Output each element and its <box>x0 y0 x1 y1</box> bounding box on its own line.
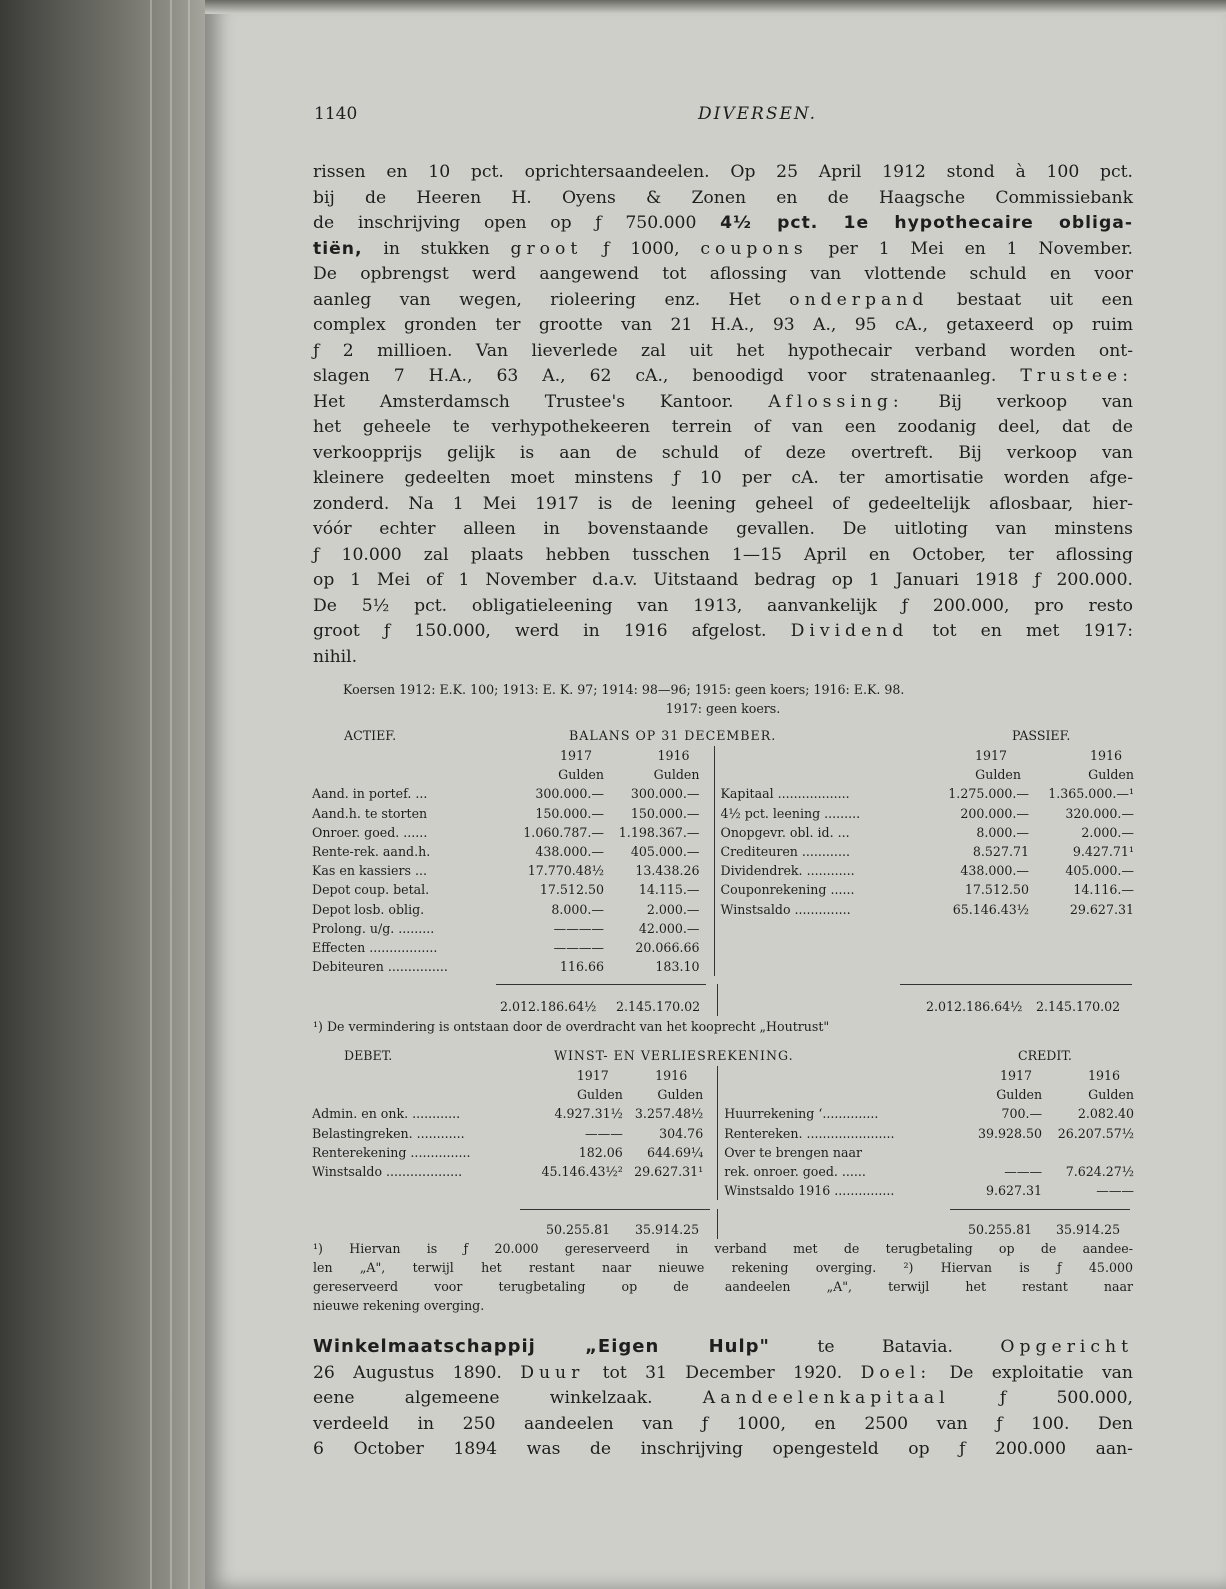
item-label: Belastingreken. ............ <box>312 1125 465 1141</box>
item-label: Over te brengen naar <box>718 1143 953 1162</box>
item-value: ——— <box>585 1125 623 1141</box>
total-value: 35.914.25 <box>1056 1222 1121 1237</box>
unit-header: Gulden <box>996 1087 1043 1103</box>
item-label <box>312 1181 541 1200</box>
text-span: ƒ 500.000, <box>949 1388 1133 1408</box>
item-value: ———— <box>553 920 604 936</box>
year-header: 1916 <box>1089 748 1122 763</box>
item-value: 405.000.— <box>1065 863 1134 879</box>
item-value <box>929 938 1029 957</box>
koersen-note <box>343 680 1143 719</box>
profit-loss-table <box>312 1066 1134 1200</box>
unit-header: Gulden <box>576 1087 623 1103</box>
item-label: Winstsaldo 1916 ............... <box>718 1181 953 1200</box>
koersen-line: Koersen 1912: E.K. 100; 1913: E. K. 97; 1914: 98—96; 1915: geen koers; 1916: E.K. 98. <box>343 682 905 697</box>
footnote-line: nieuwe rekening overging. <box>313 1298 485 1313</box>
company-entry <box>313 1334 1133 1463</box>
text-line: verdeeld in 250 aandeelen van ƒ 1000, en 2500 van ƒ 100. Den <box>313 1413 1133 1434</box>
text-line <box>313 619 1133 645</box>
item-value: 182.06 <box>578 1144 623 1160</box>
item-label: Depot losb. oblig. <box>312 901 425 917</box>
item-label: Aand. in portef. ... <box>312 786 428 802</box>
item-value: 8.000.— <box>551 901 604 917</box>
year-header: 1916 <box>655 1068 688 1083</box>
page-edge-line <box>170 0 172 1589</box>
item-value: 1.365.000.—¹ <box>1048 786 1134 802</box>
text-line: verkoopprijs gelijk is aan de schuld of deze overtreft. Bij verkoop van <box>313 442 1133 463</box>
page-edge-line <box>150 0 152 1589</box>
actief-heading: ACTIEF. <box>344 728 397 743</box>
item-label: Onroer. goed. ...... <box>312 824 428 840</box>
total-value: 2.012.186.64½ <box>926 999 1023 1014</box>
year-header: 1917 <box>974 748 1007 763</box>
text-line <box>313 390 1133 416</box>
text-line: ƒ 2 millioen. Van lieverlede zal uit het hypothecair verband worden ont- <box>313 340 1133 361</box>
item-value: 45.146.43½² <box>541 1164 623 1180</box>
text-span: eene algemeene winkelzaak. <box>313 1388 703 1408</box>
table-row <box>312 1124 1134 1143</box>
text-span: Het Amsterdamsch Trustee's Kantoor. <box>313 391 769 412</box>
item-label: Admin. en onk. ............ <box>312 1106 461 1122</box>
text-span: groot ƒ 150.000, werd in 1916 afgelost. <box>313 621 791 641</box>
text-line: De 5½ pct. obligatieleening van 1913, aanvankelijk ƒ 200.000, pro resto <box>313 595 1133 616</box>
item-label <box>714 957 929 976</box>
text-line: De opbrengst werd aangewend tot aflossing van vlottende schuld en voor <box>313 264 1133 284</box>
item-value: 42.000.— <box>638 920 700 936</box>
spaced-keyword: Aandeelenkapitaal <box>702 1388 950 1408</box>
text-span: slagen 7 H.A., 63 A., 62 cA., benoodigd voor stratenaanleg. <box>313 366 1021 386</box>
item-label: Rente-rek. aand.h. <box>312 844 431 860</box>
spaced-keyword: groot <box>510 238 583 259</box>
item-label: Kapitaal .................. <box>714 784 929 803</box>
item-label: Aand.h. te storten <box>312 805 428 821</box>
table-row <box>312 938 1134 957</box>
balance-footnote <box>313 1017 1133 1036</box>
item-value: 29.627.31¹ <box>634 1164 704 1180</box>
total-rule <box>900 984 1132 985</box>
text-line <box>313 364 1133 390</box>
item-value: 9.427.71¹ <box>1072 844 1134 860</box>
koersen-line: 1917: geen koers. <box>665 701 781 717</box>
spaced-keyword: Duur <box>520 1362 585 1383</box>
running-title: DIVERSEN. <box>698 104 818 124</box>
debet-heading: DEBET. <box>344 1048 393 1063</box>
item-value: 438.000.— <box>535 844 604 860</box>
item-value: 26.207.57½ <box>1057 1125 1134 1141</box>
table-row <box>312 1104 1134 1123</box>
text-span: ƒ 1000, <box>582 238 701 259</box>
spaced-keyword: Dividend <box>790 621 909 641</box>
balans-title: BALANS OP 31 DECEMBER. <box>569 728 777 743</box>
text-line: kleinere gedeelten moet minstens ƒ 10 per cA. ter amortisatie worden afge- <box>313 468 1133 488</box>
spaced-keyword: Doel: <box>860 1362 932 1383</box>
text-line <box>313 211 1133 237</box>
text-line <box>313 1361 1133 1387</box>
total-value: 2.145.170.02 <box>1036 999 1121 1014</box>
table-row <box>312 861 1134 880</box>
text-line: zonderd. Na 1 Mei 1917 is de leening geheel of gedeeltelijk aflosbaar, hier- <box>313 493 1133 514</box>
balance-sheet-table <box>312 746 1134 976</box>
item-label: Depot coup. betal. <box>312 882 430 898</box>
item-value: 644.69¼ <box>646 1144 704 1160</box>
year-header: 1917 <box>576 1068 609 1083</box>
page-top-edge <box>205 0 1226 14</box>
item-value: 2.000.— <box>1081 824 1134 840</box>
total-value: 2.145.170.02 <box>616 999 701 1014</box>
text-line: vóór echter alleen in bovenstaande gevallen. De uitloting van minstens <box>313 519 1133 539</box>
item-value <box>623 1181 718 1200</box>
item-value: 1.060.787.— <box>523 824 604 840</box>
text-line: bij de Heeren H. Oyens & Zonen en de Haagsche Commissiebank <box>313 187 1133 208</box>
table-row <box>312 1143 1134 1162</box>
item-value: 2.082.40 <box>1077 1106 1134 1122</box>
text-line: 6 October 1894 was de inschrijving opengesteld op ƒ 200.000 aan- <box>313 1439 1133 1459</box>
item-label: 4½ pct. leening ......... <box>714 804 929 823</box>
column-separator <box>717 1209 718 1239</box>
total-value: 50.255.81 <box>546 1222 611 1237</box>
item-value <box>1029 919 1134 938</box>
table-row <box>312 1181 1134 1200</box>
total-rule <box>520 1209 710 1210</box>
text-span: in stukken <box>362 238 511 259</box>
footnote-line: gereserveerd voor terugbetaling op de aandeelen „A", terwijl het restant naar <box>313 1279 1133 1294</box>
unit-header: Gulden <box>657 1087 704 1103</box>
item-label: Renterekening ............... <box>312 1144 471 1160</box>
credit-heading: CREDIT. <box>1018 1048 1072 1063</box>
spaced-keyword: coupons <box>700 238 808 259</box>
item-label: Rentereken. ...................... <box>718 1124 953 1143</box>
item-value: 1.275.000.— <box>948 786 1029 802</box>
table-row <box>312 900 1134 919</box>
item-label: Couponrekening ...... <box>714 880 929 899</box>
spaced-keyword: onderpand <box>789 289 929 310</box>
intro-text <box>313 160 1133 670</box>
item-value: 14.116.— <box>1073 882 1134 898</box>
table-row <box>312 919 1134 938</box>
table-row <box>312 784 1134 803</box>
item-value: 1.198.367.— <box>618 824 700 840</box>
text-line <box>313 1334 1133 1361</box>
text-span: per 1 Mei en 1 November. <box>807 238 1133 259</box>
item-value: ——— <box>1004 1164 1043 1180</box>
item-label: Kas en kassiers ... <box>312 863 427 879</box>
unit-header: Gulden <box>1088 1087 1134 1103</box>
spaced-keyword: Opgericht <box>1000 1337 1134 1357</box>
item-value: 8.000.— <box>976 824 1029 840</box>
item-label: Onopgevr. obl. id. ... <box>714 823 929 842</box>
total-rule <box>496 984 706 985</box>
text-line: het geheele te verhypothekeeren terrein of van een zoodanig deel, dat de <box>313 417 1133 437</box>
text-span: aanleg van wegen, rioleering enz. Het <box>313 289 790 310</box>
text-line <box>313 237 1133 263</box>
text-span: tot 31 December 1920. <box>584 1362 861 1383</box>
item-value: 300.000.— <box>535 786 604 802</box>
page-number: 1140 <box>314 104 358 124</box>
item-value: 304.76 <box>659 1125 704 1141</box>
item-value: 116.66 <box>559 959 604 975</box>
item-value <box>1029 957 1134 976</box>
item-value <box>1042 1143 1134 1162</box>
item-value: 150.000.— <box>630 805 700 821</box>
spaced-keyword: Aflossing: <box>768 391 904 412</box>
text-line <box>313 288 1133 314</box>
item-label: rek. onroer. goed. ...... <box>718 1162 953 1181</box>
year-header: 1916 <box>657 748 690 763</box>
footnote-line: ¹) Hiervan is ƒ 20.000 gereserveerd in verband met de terugbetaling op de aandee- <box>313 1241 1133 1256</box>
item-label <box>714 938 929 957</box>
item-value: 14.115.— <box>638 882 700 898</box>
item-value: 20.066.66 <box>635 940 700 956</box>
item-value: 300.000.— <box>630 786 700 802</box>
unit-header: Gulden <box>1088 767 1134 783</box>
winst-title: WINST- EN VERLIESREKENING. <box>554 1048 794 1063</box>
table-row <box>312 804 1134 823</box>
passief-heading: PASSIEF. <box>1012 728 1071 743</box>
unit-header: Gulden <box>975 767 1021 783</box>
item-label: Dividendrek. ............ <box>714 861 929 880</box>
table-row <box>312 880 1134 899</box>
text-span: bestaat uit een <box>928 289 1133 310</box>
item-value: 405.000.— <box>630 844 700 860</box>
column-separator <box>717 984 718 1016</box>
bond-title: 4½ pct. 1e hypothecaire obliga- <box>720 213 1133 233</box>
table-row <box>312 842 1134 861</box>
table-row <box>312 1162 1134 1181</box>
total-value: 2.012.186.64½ <box>500 999 597 1014</box>
item-value: 183.10 <box>655 959 700 975</box>
item-value: 8.527.71 <box>972 844 1029 860</box>
item-label <box>714 919 929 938</box>
item-value: 39.928.50 <box>977 1125 1043 1141</box>
unit-header: Gulden <box>558 767 604 783</box>
item-value: 65.146.43½ <box>952 901 1029 917</box>
footnote-line: ¹) De vermindering is ontstaan door de overdracht van het kooprecht „Houtrust" <box>313 1019 830 1034</box>
item-value <box>1029 938 1134 957</box>
item-label: Effecten ................. <box>312 940 438 956</box>
text-line <box>313 1386 1133 1412</box>
item-value: 2.000.— <box>646 901 700 917</box>
item-value: 13.438.26 <box>635 863 700 879</box>
item-value: 438.000.— <box>960 863 1029 879</box>
text-span: tot en met 1917: <box>908 621 1133 641</box>
item-value: 4.927.31½ <box>554 1106 623 1122</box>
item-value: 17.770.48½ <box>527 863 604 879</box>
text-line: op 1 Mei of 1 November d.a.v. Uitstaand bedrag op 1 Januari 1918 ƒ 200.000. <box>313 570 1133 590</box>
text-span: de inschrijving open op ƒ 750.000 <box>313 213 721 233</box>
total-value: 50.255.81 <box>968 1222 1033 1237</box>
spaced-keyword: Trustee: <box>1020 366 1133 386</box>
item-value: 150.000.— <box>535 805 604 821</box>
item-value: 700.— <box>1001 1106 1043 1122</box>
item-label: Winstsaldo ................... <box>312 1164 463 1180</box>
item-value <box>929 919 1029 938</box>
table-row <box>312 957 1134 976</box>
footnote-line: len „A", terwijl het restant naar nieuwe rekening overging. ²) Hiervan is ƒ 45.000 <box>313 1260 1133 1275</box>
item-value <box>929 957 1029 976</box>
text-span: 26 Augustus 1890. <box>313 1362 521 1383</box>
text-span: Bij verkoop van <box>903 391 1133 412</box>
total-value: 35.914.25 <box>635 1222 700 1237</box>
item-value: 29.627.31 <box>1069 901 1134 917</box>
item-value: 7.624.27½ <box>1065 1164 1134 1180</box>
item-value: ———— <box>553 940 604 956</box>
text-span: te Batavia. <box>769 1337 1001 1357</box>
item-value: 9.627.31 <box>985 1183 1043 1199</box>
total-rule <box>950 1209 1130 1210</box>
text-line: rissen en 10 pct. oprichtersaandeelen. Op 25 April 1912 stond à 100 pct. <box>313 162 1133 182</box>
item-value: 17.512.50 <box>964 882 1029 898</box>
text-line: complex gronden ter grootte van 21 H.A., 93 A., 95 cA., getaxeerd op ruim <box>313 315 1133 335</box>
table-row <box>312 823 1134 842</box>
profit-footnotes <box>313 1239 1133 1315</box>
item-label: Prolong. u/g. ......... <box>312 920 435 936</box>
text-span: De exploitatie van <box>931 1362 1134 1383</box>
item-value: 320.000.— <box>1065 805 1134 821</box>
page-edge-line <box>188 0 190 1589</box>
item-value <box>952 1143 1042 1162</box>
company-name: Winkelmaatschappij „Eigen Hulp" <box>313 1336 770 1357</box>
item-label: Huurrekening ‘.............. <box>718 1104 953 1123</box>
item-label: Debiteuren ............... <box>312 959 448 975</box>
item-label: Crediteuren ............ <box>714 842 929 861</box>
item-label: Winstsaldo .............. <box>714 900 929 919</box>
text-line: ƒ 10.000 zal plaats hebben tusschen 1—15 April en October, ter aflossing <box>313 544 1133 565</box>
book-spine <box>0 0 210 1589</box>
year-header: 1917 <box>559 748 592 763</box>
year-header: 1917 <box>1000 1068 1033 1083</box>
item-value: 17.512.50 <box>539 882 604 898</box>
item-value: 3.257.48½ <box>634 1106 704 1122</box>
item-value <box>541 1181 622 1200</box>
text-line: nihil. <box>313 646 358 667</box>
unit-header: Gulden <box>653 767 700 783</box>
item-value: 200.000.— <box>960 805 1029 821</box>
bond-title: tiën, <box>313 238 363 259</box>
item-value: ——— <box>1096 1183 1134 1199</box>
year-header: 1916 <box>1087 1068 1120 1083</box>
